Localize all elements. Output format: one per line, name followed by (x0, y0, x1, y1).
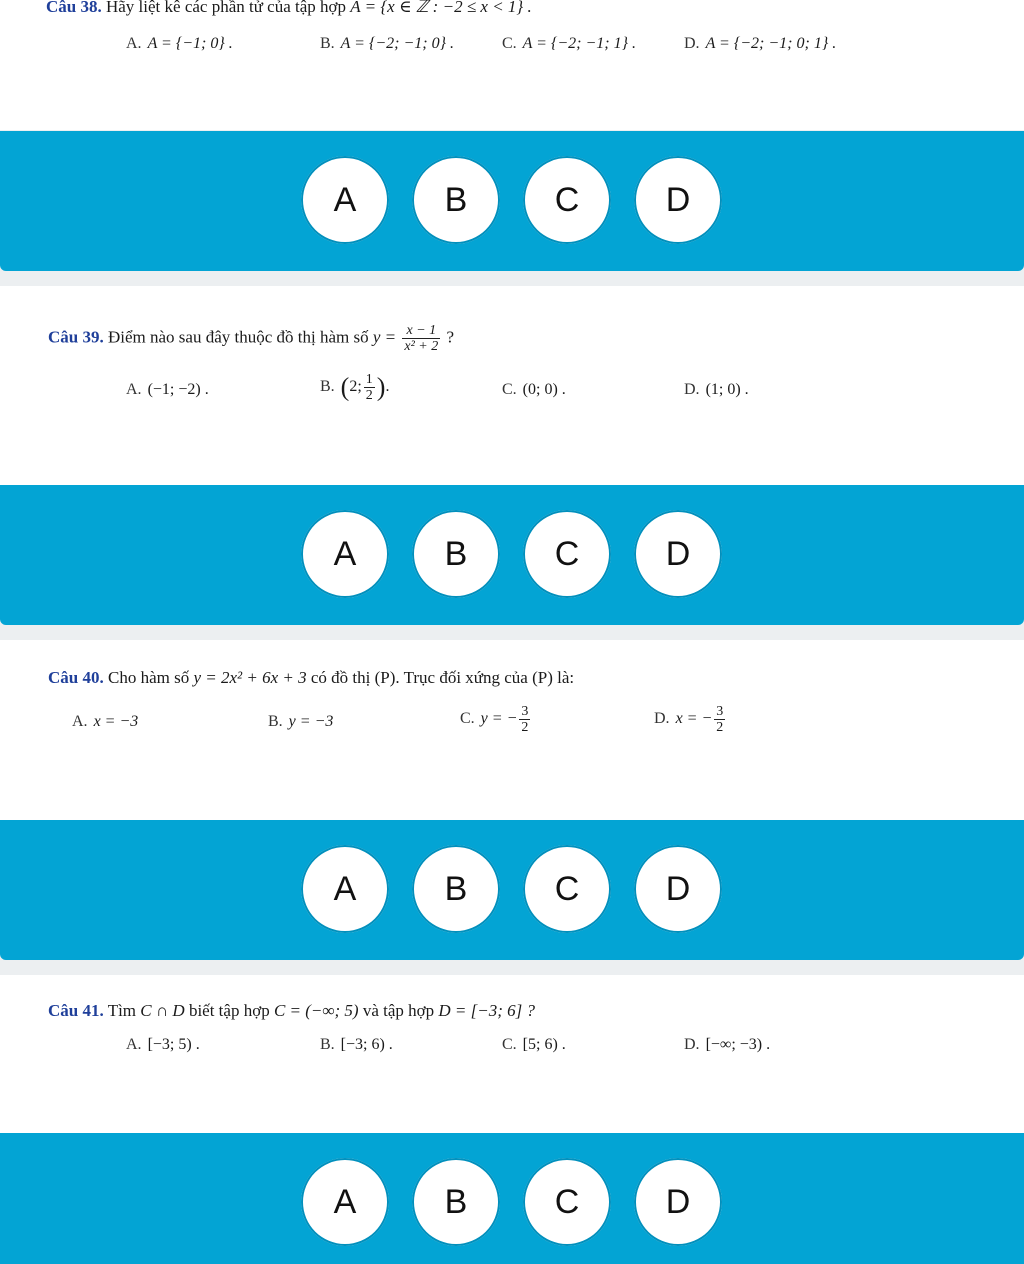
question-expression: y = 2x² + 6x + 3 (193, 668, 307, 687)
question-text-2: biết tập hợp (188, 1001, 270, 1020)
answer-c-button[interactable]: C (523, 156, 611, 244)
option-d: D. [−∞; −3) . (684, 1036, 771, 1053)
question-text: Tìm (107, 1001, 137, 1020)
question-number: Câu 39. (48, 327, 104, 347)
answer-a-button[interactable]: A (301, 845, 389, 933)
answer-a-button[interactable]: A (301, 156, 389, 244)
answer-b-button[interactable]: B (412, 156, 500, 244)
answer-a-button[interactable]: A (301, 510, 389, 598)
question-fraction: $\frac{x - 1}{\text{x² + 2}}$ (404, 323, 439, 354)
answer-c-button[interactable]: C (523, 510, 611, 598)
question-text: Điểm nào sau đây thuộc đồ thị hàm số (107, 327, 369, 347)
question-card-39 (0, 286, 1024, 485)
question-expression: C ∩ D (140, 1001, 185, 1020)
option-a: A. x = −3 (72, 713, 139, 730)
question-expression-2: C = (−∞; 5) (273, 1001, 359, 1020)
answer-b-button[interactable]: B (412, 845, 500, 933)
answer-d-button[interactable]: D (634, 845, 722, 933)
question-number: Câu 38. (46, 0, 102, 16)
answer-c-button[interactable]: C (523, 845, 611, 933)
question-card-40 (0, 640, 1024, 820)
answer-d-button[interactable]: D (634, 510, 722, 598)
option-d: D. A = {−2; −1; 0; 1} . (684, 35, 837, 52)
option-c: C. (0; 0) . (502, 381, 566, 398)
option-d: D. (1; 0) . (684, 381, 749, 398)
question-number: Câu 40. (48, 668, 104, 687)
answer-band-38 (0, 131, 1024, 271)
answer-band-39 (0, 485, 1024, 625)
question-card-38 (0, 0, 1024, 130)
question-text: Cho hàm số (107, 668, 190, 687)
question-expression: A = {x ∈ ℤ : −2 ≤ x < 1} . (350, 0, 532, 16)
answer-b-button[interactable]: B (412, 1158, 500, 1246)
question-expression-3: D = [−3; 6] ? (438, 1001, 536, 1020)
answer-d-button[interactable]: D (634, 156, 722, 244)
option-c: C. y = − $\frac{3}{2}$ (460, 704, 529, 735)
answer-band-41 (0, 1133, 1024, 1264)
question-number: Câu 41. (48, 1001, 104, 1020)
question-title (48, 668, 574, 688)
option-c: C. [5; 6) . (502, 1036, 566, 1053)
question-title (48, 1001, 535, 1021)
question-title (46, 0, 532, 17)
option-a: A. (−1; −2) . (126, 381, 209, 398)
question-expression-suffix: ? (446, 327, 455, 347)
option-b: B. [−3; 6) . (320, 1036, 393, 1053)
answer-band-40 (0, 820, 1024, 960)
question-text-3: và tập hợp (362, 1001, 435, 1020)
question-text-2: có đồ thị (P). Trục đối xứng của (P) là: (310, 668, 575, 687)
question-card-41 (0, 975, 1024, 1133)
option-d: D. x = − $\frac{3}{2}$ (654, 704, 724, 735)
option-a: A. [−3; 5) . (126, 1036, 200, 1053)
option-b: B. y = −3 (268, 713, 334, 730)
option-b: B. (2; $\frac{1}{2}$ ). (320, 372, 390, 403)
question-text: Hãy liệt kê các phần tử của tập hợp (105, 0, 347, 16)
question-title (48, 323, 454, 354)
answer-c-button[interactable]: C (523, 1158, 611, 1246)
option-a: A. A = {−1; 0} . (126, 35, 233, 52)
answer-b-button[interactable]: B (412, 510, 500, 598)
answer-a-button[interactable]: A (301, 1158, 389, 1246)
answer-d-button[interactable]: D (634, 1158, 722, 1246)
option-c: C. A = {−2; −1; 1} . (502, 35, 636, 52)
question-expression-prefix: y = (372, 327, 397, 347)
option-b: B. A = {−2; −1; 0} . (320, 35, 454, 52)
